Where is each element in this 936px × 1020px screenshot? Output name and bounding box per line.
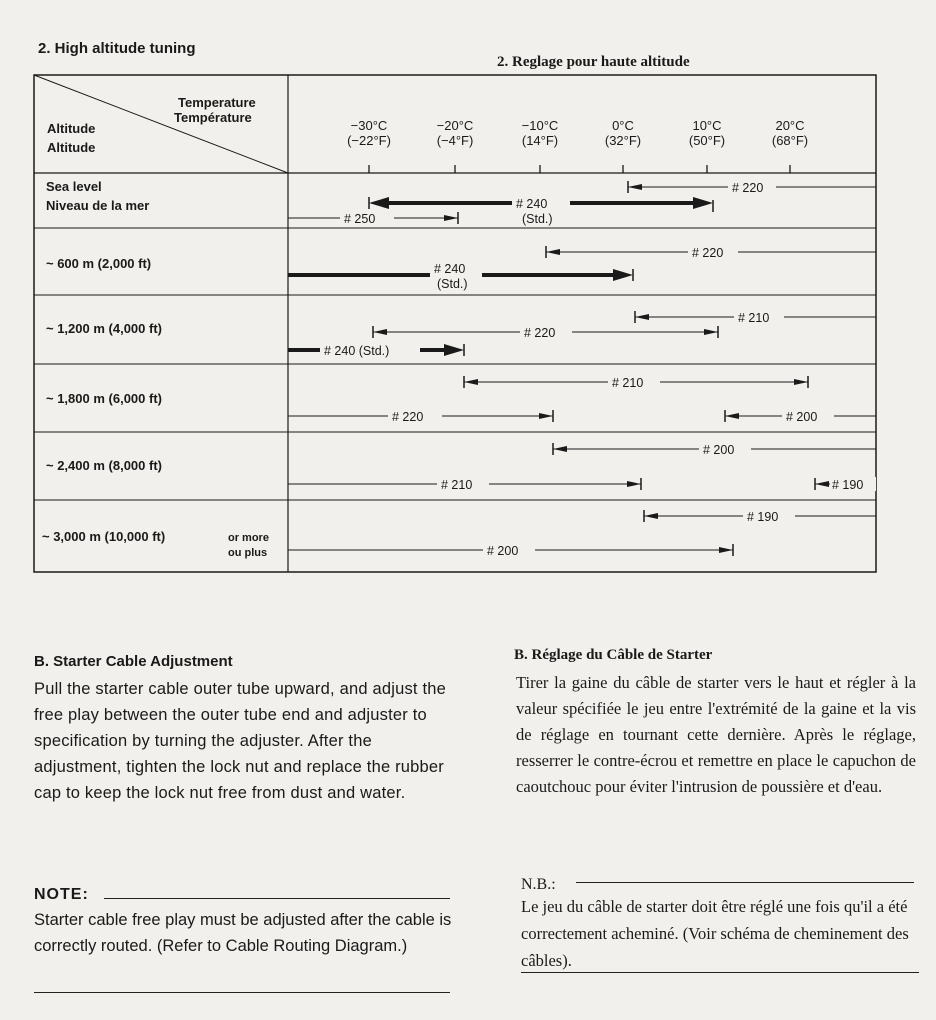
note-label-fr: N.B.: [521,876,556,893]
starter-cable-body-en: Pull the starter cable outer tube upward, and adjust the free play between the outer tube end and adjuster to specification by turning the adjuster. After the adjustment, tighten the lock nut and replace the rubber cap to keep the lock nut free from dust and water. [34,680,447,802]
range-3000-200 [288,543,733,558]
row-label-3000m: ~ 3,000 m (10,000 ft) [42,529,166,544]
jet-600-240-std: (Std.) [437,277,468,291]
row-label-600m: ~ 600 m (2,000 ft) [46,256,152,271]
col-c-10: −10°C [521,118,559,133]
col-c10: 10°C [692,118,722,133]
range-sea-240 [369,195,713,226]
row-label-sea-level: Sea level [46,179,102,194]
col-f10: (50°F) [688,133,726,148]
jet-3000-200: # 200 [487,544,519,558]
jet-sea-240-std: (Std.) [522,212,553,226]
range-600-220 [546,245,876,260]
starter-cable-body-fr: Tirer la gaine du câble de starter vers le haut et régler à la valeur spécifiée le jeu entre l'extrémité de la gaine et la vis de réglage en tournant cette dernière. Après le réglage, resserrer le contre-écrou et remettre en place le capuchon de caoutchouc pour éviter l'intrusion de poussière et d'eau. [516,673,916,796]
note-label-en: NOTE: [34,886,89,903]
range-2400-190 [815,477,876,492]
jet-2400-210: # 210 [441,478,473,492]
row-label-2400m: ~ 2,400 m (8,000 ft) [46,458,162,473]
range-600-240 [288,260,633,291]
jet-1800-210: # 210 [612,376,644,390]
jet-sea-220: # 220 [732,181,764,195]
jet-1200-220: # 220 [524,326,556,340]
jet-2400-200: # 200 [703,443,735,457]
range-1200-240 [288,342,464,358]
section-title-en: 2. High altitude tuning [38,40,196,57]
range-1800-210 [464,375,808,390]
col-f-30: (−22°F) [347,133,391,148]
row-label-ou-plus: ou plus [228,547,268,559]
jet-sea-250: # 250 [344,212,376,226]
col-c20: 20°C [775,118,805,133]
jet-1200-240: # 240 (Std.) [324,344,390,358]
row-label-or-more: or more [228,532,269,544]
jet-sea-240: # 240 [516,197,548,211]
col-f0: (32°F) [604,133,642,148]
col-f-20: (−4°F) [436,133,474,148]
altitude-label-fr: Altitude [47,140,96,155]
range-1200-210 [635,310,876,325]
note-bottom-rule-en [34,992,450,993]
note-rule-fr [576,882,914,883]
range-1800-200 [725,409,876,424]
temperature-ticks [369,165,790,173]
col-c-30: −30°C [350,118,388,133]
temperature-columns [347,118,808,148]
range-2400-200 [553,442,876,457]
altitude-row-labels [42,179,269,559]
range-sea-250 [288,211,458,226]
jet-1800-200: # 200 [786,410,818,424]
starter-cable-title-en: B. Starter Cable Adjustment [34,653,233,670]
row-label-1800m: ~ 1,800 m (6,000 ft) [46,391,162,406]
jet-1200-210: # 210 [738,311,770,325]
jet-600-220: # 220 [692,246,724,260]
range-2400-210 [288,477,641,492]
range-1200-220 [373,325,718,340]
altitude-label-en: Altitude [47,121,96,136]
col-f-10: (14°F) [521,133,559,148]
col-f20: (68°F) [771,133,809,148]
jet-3000-190: # 190 [747,510,779,524]
col-c0: 0°C [612,118,634,133]
jet-2400-190: # 190 [832,478,864,492]
section-title-fr: 2. Reglage pour haute altitude [497,54,690,70]
row-label-1200m: ~ 1,200 m (4,000 ft) [46,321,162,336]
range-sea-220 [628,180,876,195]
range-3000-190 [644,509,876,524]
temperature-label-en: Temperature [178,95,256,110]
starter-cable-title-fr: B. Réglage du Câble de Starter [514,647,713,663]
jet-ranges [288,180,876,558]
range-1800-220 [288,409,553,424]
col-c-20: −20°C [436,118,474,133]
note-body-fr: Le jeu du câble de starter doit être réglé une fois qu'il a été correctement acheminé. (Voir schéma de cheminement des câbles). [521,897,909,970]
note-rule-en [104,898,450,899]
note-body-en: Starter cable free play must be adjusted after the cable is correctly routed. (Refer to Cable Routing Diagram.) [34,911,452,955]
jet-1800-220: # 220 [392,410,424,424]
row-label-sea-level-fr: Niveau de la mer [46,198,150,213]
jet-600-240: # 240 [434,262,466,276]
temperature-label-fr: Température [174,110,252,125]
note-bottom-rule-fr [521,972,919,973]
